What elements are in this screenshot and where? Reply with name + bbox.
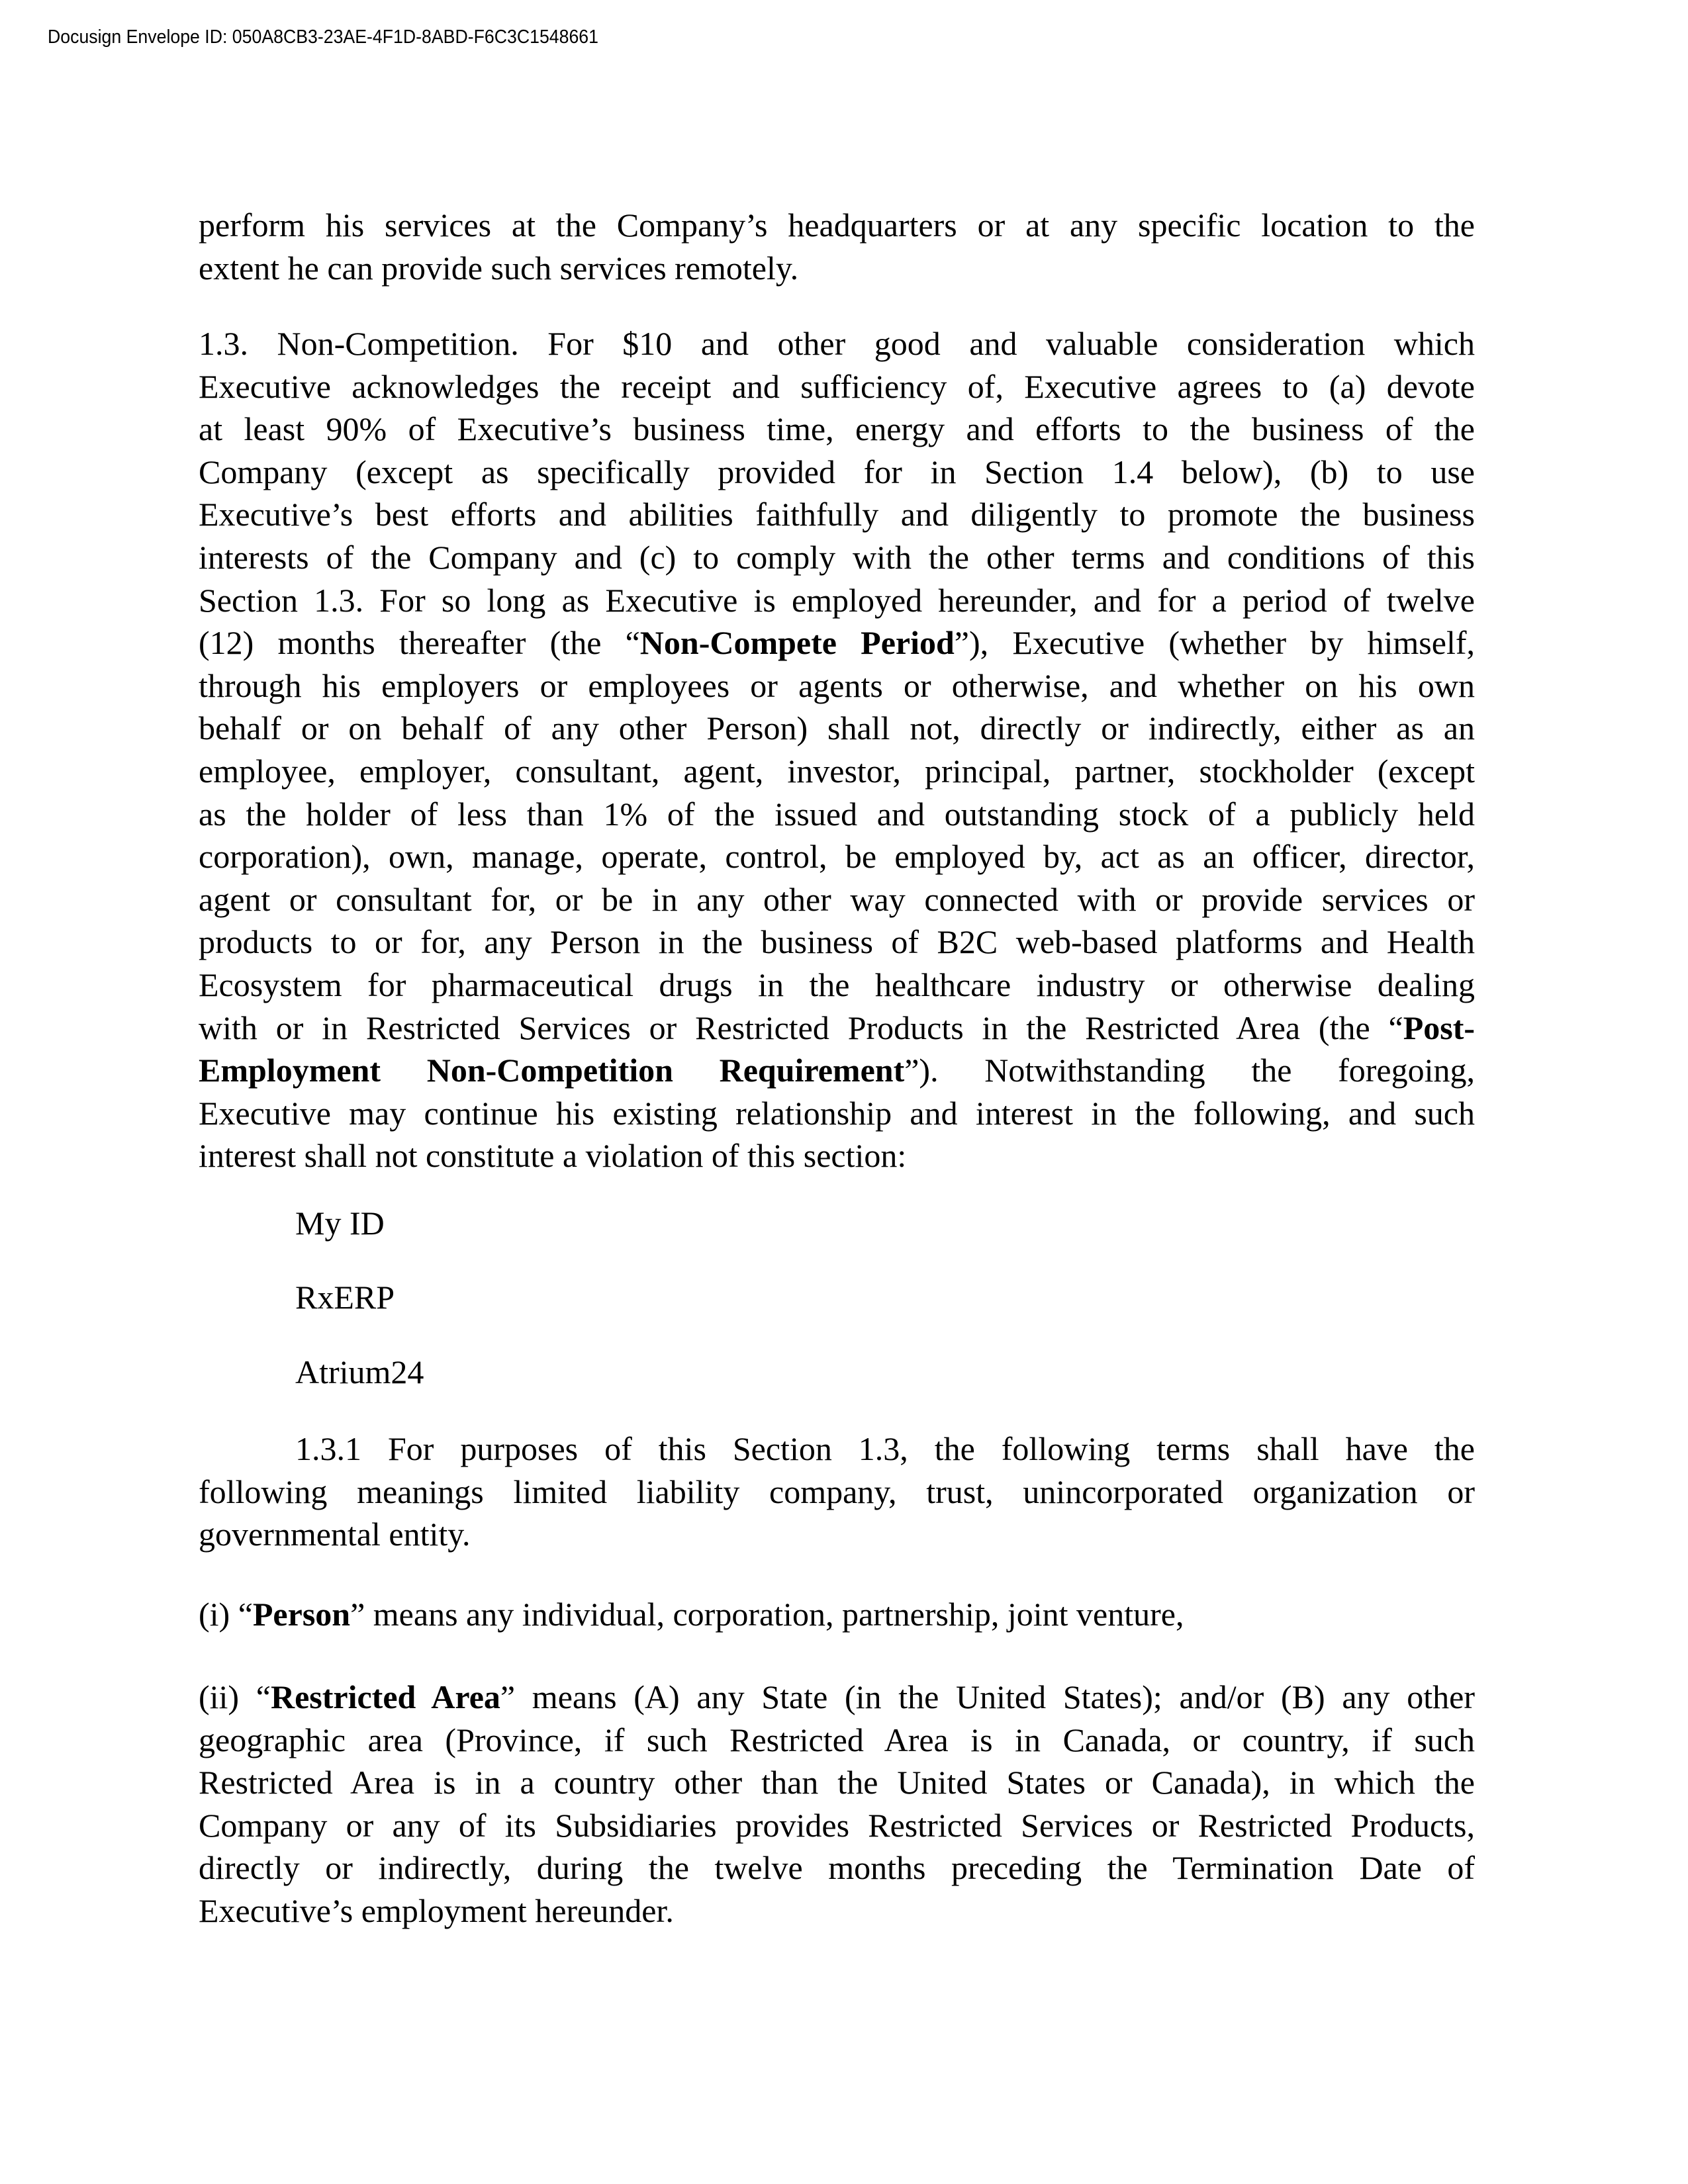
text-segment: Executive’s best efforts and abilities faithfully and diligently to promote the business (199, 496, 1475, 533)
text-segment: agent or consultant for, or be in any other way connected with or provide services or (199, 880, 1475, 918)
text-segment: Section 1.3. For so long as Executive is employed hereunder, and for a period of twelve (199, 581, 1475, 619)
text-segment: Ecosystem for pharmaceutical drugs in the healthcare industry or otherwise dealing (199, 966, 1475, 1003)
text-segment: Restricted Area is in a country other than the United States or Canada), in which the (199, 1764, 1475, 1801)
text-segment: as the holder of less than 1% of the issued and outstanding stock of a publicly held (199, 795, 1475, 833)
text-segment: (12) months thereafter (the “ (199, 624, 640, 662)
text-line (199, 964, 1475, 1007)
text-segment: products to or for, any Person in the business of B2C web-based platforms and Health (199, 923, 1475, 961)
text-segment: directly or indirectly, during the twelve months preceding the Termination Date of (199, 1849, 1475, 1887)
text-segment: geographic area (Province, if such Restricted Area is in Canada, or country, if such (199, 1721, 1475, 1758)
text-segment: (ii) “ (199, 1678, 271, 1715)
paragraph-person-definition (199, 1593, 1475, 1636)
text-line (199, 1846, 1475, 1889)
text-segment: behalf or on behalf of any other Person) shall not, directly or indirectly, either as an (199, 709, 1475, 747)
text-segment: ”), Executive (whether by himself, (954, 624, 1475, 662)
text-line (199, 451, 1475, 494)
excluded-interest-item: RxERP (295, 1279, 395, 1316)
text-line (199, 1428, 1475, 1471)
text-segment: (i) “ (199, 1596, 253, 1633)
text-segment: extent he can provide such services remotely. (199, 249, 799, 287)
docusign-envelope-id: Docusign Envelope ID: 050A8CB3-23AE-4F1D-8ABD-F6C3C1548661 (48, 26, 598, 48)
text-segment: ”). Notwithstanding the foregoing, (904, 1052, 1475, 1089)
text-segment: corporation), own, manage, operate, control, be employed by, act as an officer, director, (199, 838, 1475, 876)
paragraph-continuation (199, 204, 1475, 289)
excluded-interest-item: Atrium24 (295, 1353, 424, 1390)
text-segment: with or in Restricted Services or Restricted Products in the Restricted Area (the “ (199, 1009, 1403, 1046)
text-line (199, 247, 1475, 290)
text-line (199, 1049, 1475, 1092)
text-line (199, 408, 1475, 451)
text-line (199, 322, 1475, 365)
text-line (199, 793, 1475, 836)
excluded-interest-item: My ID (295, 1205, 385, 1242)
text-line (199, 1719, 1475, 1762)
text-line (199, 493, 1475, 536)
text-line (199, 664, 1475, 707)
text-line (199, 878, 1475, 921)
defined-term: Person (252, 1596, 351, 1633)
text-segment: at least 90% of Executive’s business time, energy and efforts to the business of the (199, 410, 1475, 448)
paragraph-non-competition (199, 322, 1475, 1177)
text-line (199, 1134, 1475, 1177)
text-line (199, 921, 1475, 964)
text-line (199, 1761, 1475, 1804)
text-segment: governmental entity. (199, 1516, 471, 1553)
text-line (199, 1513, 1475, 1556)
text-line (199, 1676, 1475, 1719)
text-line (199, 204, 1475, 247)
text-line (199, 1007, 1475, 1050)
text-line (199, 1593, 1475, 1636)
text-segment: 1.3.1 For purposes of this Section 1.3, the following terms shall have the (295, 1430, 1475, 1467)
text-segment: ” means (A) any State (in the United States); and/or (B) any other (500, 1678, 1475, 1715)
text-line (199, 365, 1475, 408)
paragraph-restricted-area-definition (199, 1676, 1475, 1933)
text-segment: interests of the Company and (c) to comply with the other terms and conditions of this (199, 538, 1475, 576)
text-line (199, 1471, 1475, 1514)
text-segment: following meanings limited liability company, trust, unincorporated organization or (199, 1473, 1475, 1510)
text-line (199, 707, 1475, 750)
text-segment: Company or any of its Subsidiaries provides Restricted Services or Restricted Products, (199, 1806, 1475, 1844)
text-segment: 1.3. Non-Competition. For $10 and other good and valuable consideration which (199, 325, 1475, 362)
text-segment: interest shall not constitute a violation of this section: (199, 1137, 907, 1175)
text-segment: ” means any individual, corporation, partnership, joint venture, (350, 1596, 1184, 1633)
text-segment: Company (except as specifically provided for in Section 1.4 below), (b) to use (199, 453, 1475, 490)
text-line (199, 1889, 1475, 1933)
paragraph-1-3-1 (199, 1428, 1475, 1556)
text-segment: Executive acknowledges the receipt and sufficiency of, Executive agrees to (a) devote (199, 367, 1475, 405)
text-line (199, 1804, 1475, 1847)
text-line (199, 1092, 1475, 1135)
text-segment: through his employers or employees or agents or otherwise, and whether on his own (199, 666, 1475, 704)
text-line (199, 621, 1475, 664)
text-line (199, 536, 1475, 579)
text-line (199, 750, 1475, 793)
text-segment: Executive’s employment hereunder. (199, 1891, 674, 1929)
defined-term: Restricted Area (271, 1678, 500, 1715)
text-segment: perform his services at the Company’s headquarters or at any specific location to the (199, 206, 1475, 244)
defined-term: Employment Non-Competition Requirement (199, 1052, 905, 1089)
text-line (199, 579, 1475, 622)
text-segment: employee, employer, consultant, agent, investor, principal, partner, stockholder (except (199, 752, 1475, 790)
text-line (199, 835, 1475, 878)
defined-term: Post- (1403, 1009, 1475, 1046)
defined-term: Non-Compete Period (639, 624, 955, 662)
text-segment: Executive may continue his existing relationship and interest in the following, and such (199, 1094, 1475, 1132)
